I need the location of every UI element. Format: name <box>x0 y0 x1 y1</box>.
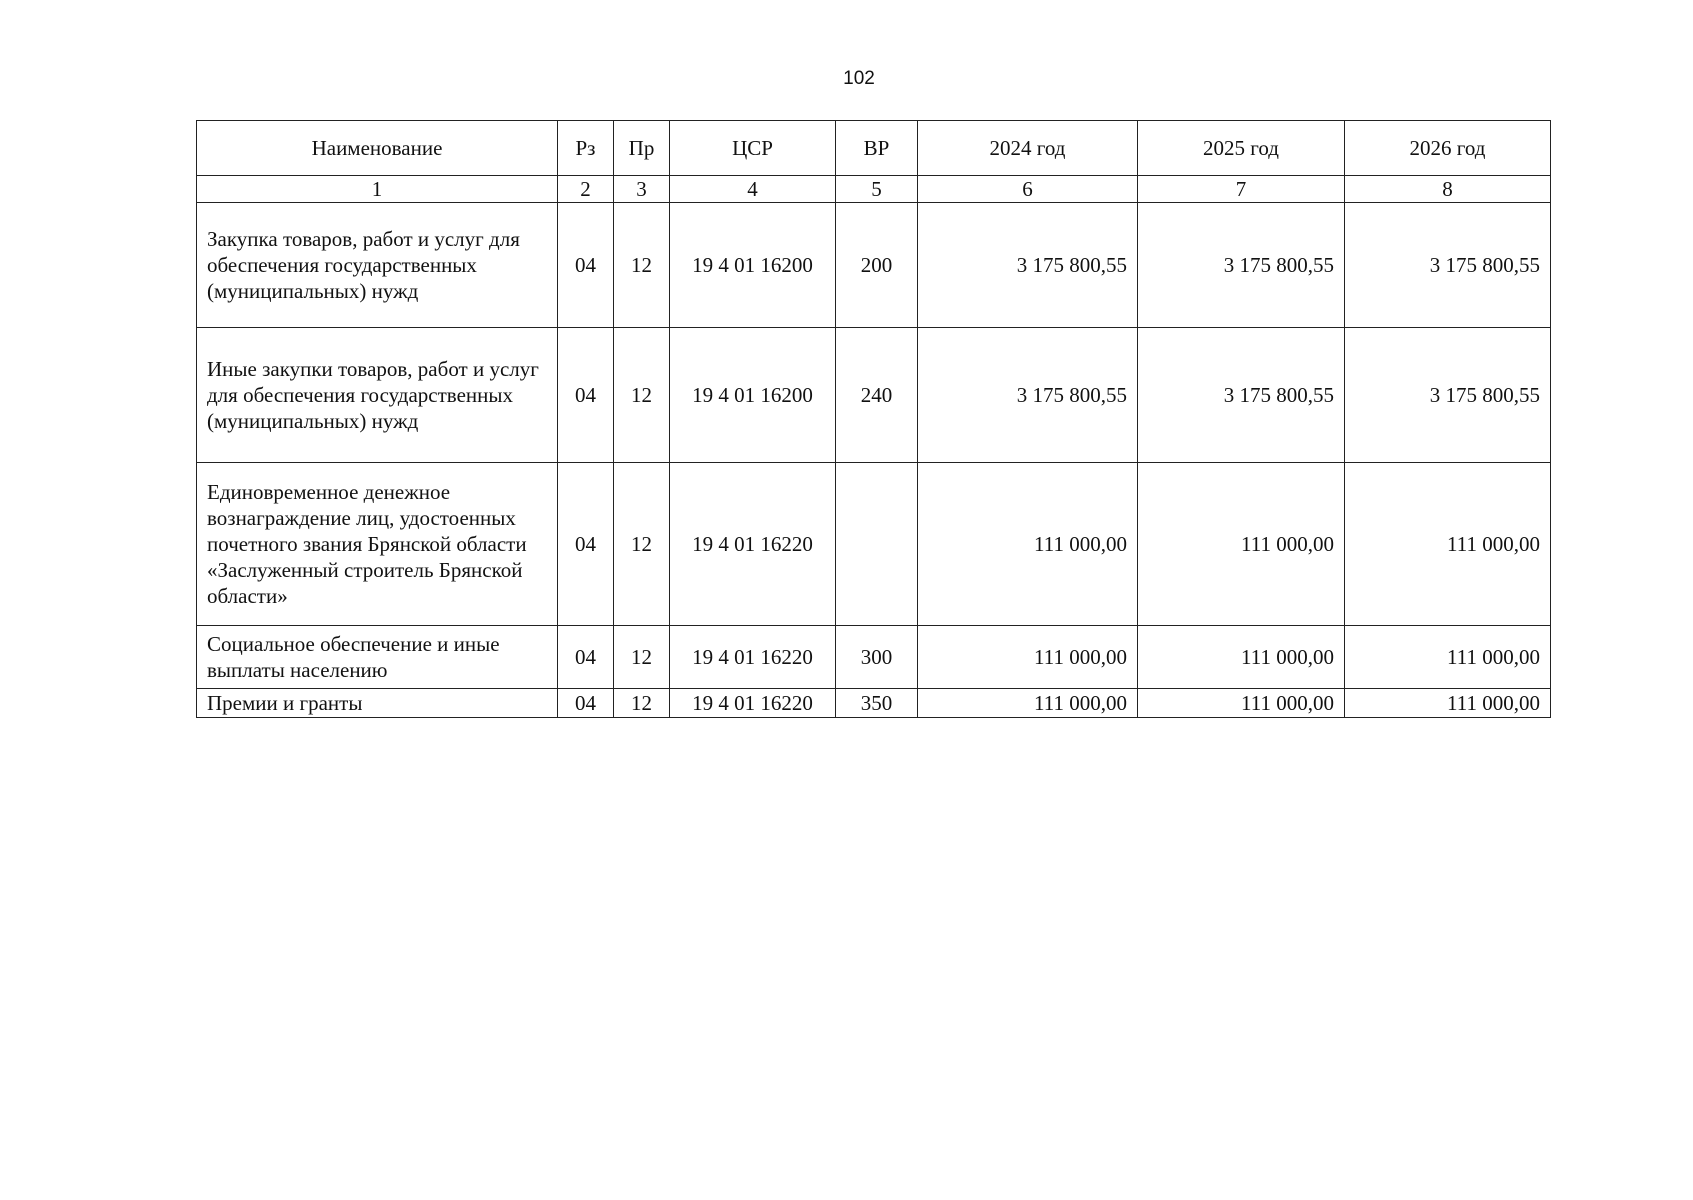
header-name: Наименование <box>197 121 558 176</box>
table-row <box>197 203 1551 328</box>
column-number: 5 <box>836 176 918 203</box>
page-number: 102 <box>843 68 875 89</box>
column-number: 3 <box>614 176 670 203</box>
table-row <box>197 328 1551 463</box>
row-2025: 111 000,00 <box>1138 463 1345 626</box>
row-rz: 04 <box>558 689 614 718</box>
row-2025: 3 175 800,55 <box>1138 203 1345 328</box>
row-rz: 04 <box>558 328 614 463</box>
header-csr: ЦСР <box>670 121 836 176</box>
row-rz: 04 <box>558 626 614 689</box>
row-2025: 111 000,00 <box>1138 689 1345 718</box>
row-rz: 04 <box>558 463 614 626</box>
row-vr: 240 <box>836 328 918 463</box>
row-2024: 3 175 800,55 <box>918 203 1138 328</box>
column-number: 6 <box>918 176 1138 203</box>
row-rz: 04 <box>558 203 614 328</box>
row-vr <box>836 463 918 626</box>
header-row <box>197 121 1551 176</box>
row-vr: 300 <box>836 626 918 689</box>
row-name: Единовременное денежное вознаграждение лиц, удостоенных почетного звания Брянской области «Заслуженный строитель Брянской области» <box>197 463 558 626</box>
row-name: Социальное обеспечение и иные выплаты населению <box>197 626 558 689</box>
row-pr: 12 <box>614 626 670 689</box>
header-2025: 2025 год <box>1138 121 1345 176</box>
row-csr: 19 4 01 16220 <box>670 689 836 718</box>
row-vr: 200 <box>836 203 918 328</box>
row-pr: 12 <box>614 203 670 328</box>
row-2026: 3 175 800,55 <box>1345 203 1551 328</box>
column-number: 4 <box>670 176 836 203</box>
header-2026: 2026 год <box>1345 121 1551 176</box>
row-pr: 12 <box>614 463 670 626</box>
row-name: Закупка товаров, работ и услуг для обеспечения государственных (муниципальных) нужд <box>197 203 558 328</box>
row-2026: 111 000,00 <box>1345 463 1551 626</box>
row-name: Премии и гранты <box>197 689 558 718</box>
row-csr: 19 4 01 16200 <box>670 328 836 463</box>
row-2024: 111 000,00 <box>918 626 1138 689</box>
row-csr: 19 4 01 16220 <box>670 463 836 626</box>
header-2024: 2024 год <box>918 121 1138 176</box>
row-2026: 3 175 800,55 <box>1345 328 1551 463</box>
table-row <box>197 689 1551 718</box>
row-2024: 111 000,00 <box>918 689 1138 718</box>
table-row <box>197 463 1551 626</box>
row-pr: 12 <box>614 689 670 718</box>
row-2025: 111 000,00 <box>1138 626 1345 689</box>
header-rz: Рз <box>558 121 614 176</box>
budget-table <box>196 120 1551 718</box>
row-2024: 3 175 800,55 <box>918 328 1138 463</box>
row-2024: 111 000,00 <box>918 463 1138 626</box>
header-pr: Пр <box>614 121 670 176</box>
column-number-row <box>197 176 1551 203</box>
row-vr: 350 <box>836 689 918 718</box>
row-2025: 3 175 800,55 <box>1138 328 1345 463</box>
row-csr: 19 4 01 16200 <box>670 203 836 328</box>
table-row <box>197 626 1551 689</box>
row-name: Иные закупки товаров, работ и услуг для обеспечения государственных (муниципальных) нужд <box>197 328 558 463</box>
column-number: 1 <box>197 176 558 203</box>
column-number: 8 <box>1345 176 1551 203</box>
header-vr: ВР <box>836 121 918 176</box>
row-csr: 19 4 01 16220 <box>670 626 836 689</box>
row-2026: 111 000,00 <box>1345 689 1551 718</box>
row-2026: 111 000,00 <box>1345 626 1551 689</box>
column-number: 2 <box>558 176 614 203</box>
column-number: 7 <box>1138 176 1345 203</box>
row-pr: 12 <box>614 328 670 463</box>
